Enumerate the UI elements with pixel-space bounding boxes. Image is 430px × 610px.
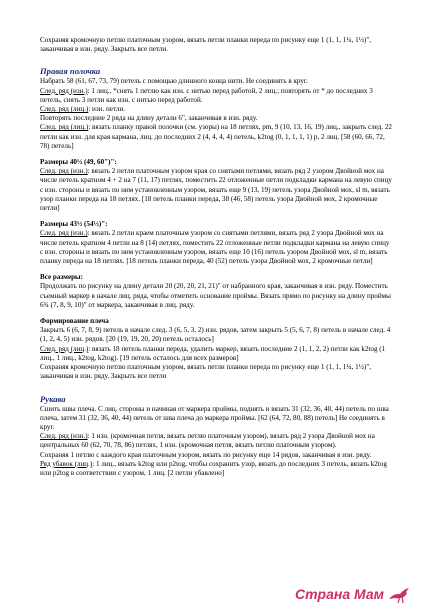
section-title-sleeve: Рукава	[40, 393, 66, 404]
row-text: : вязать 18 петель планки переда, удалить маркер, вязать последние 2 (1, 1, 2, 2) петли как k2tog (1 лиц., 1 лиц., k2tog, k2tog). [19 петель осталось для всех размеров]	[40, 344, 386, 362]
instruction-row	[40, 87, 392, 105]
paragraph: Закрыть 6 (6, 7, 8, 9) петель в начале след. 3 (6, 5, 3, 2) изн. рядов, затем закрыть 5 (5, 6, 7, 8) петель в начале след. 4 (1, 2, 4, 5) изн. рядов. [20 (19, 19, 20, 20) петель осталось]	[40, 326, 391, 344]
instruction-row	[40, 229, 392, 266]
row-lead: След. ряд (изн.)	[40, 229, 88, 238]
instruction-row	[40, 432, 392, 450]
row-text: : вязать 2 петли краем платочным узором со снятыми петлями, вязать ряд 2 узора Двойной мох на числе петель кратном 4 петли на 8 (14) петлях, поместить 22 отложенные петли подкладки кармана на левую спицу с изн. стороны и вязать по ним установленным узором, вязать еще 10 (16) петель узором Двойной мох, sl m, вязать планку переда на 18 петлях. [18 петель планки переда, 40 (52) петель узора Двойной мох, 2 кромочные петли]	[40, 229, 390, 266]
row-text: : вязать планку правой полочки (см. узоры) на 18 петлях, рm, 9 (10, 13, 16, 19) лиц., закрыть след. 22 петли как изн. для края кармана, лиц. до последних 2 (4, 4, 4, 4) петель, k2tog (0, 1, 1, 1, 1) р, 2 лиц. [58 (60, 66, 72, 78) петель]	[40, 123, 392, 150]
row-lead: След. ряд (изн.)	[40, 86, 88, 95]
instruction-row	[40, 345, 392, 363]
paragraph: Сохраняя 1 петлю с каждого края платочным узором, вязать по рисунку еще 14 рядов, заканчивая в изн. ряду.	[40, 450, 372, 459]
paragraph: Набрать 58 (61, 67, 73, 79) петель с помощью длинного конца нити. Не соединять в круг.	[40, 77, 308, 86]
size-heading-all: Все размеры:	[40, 273, 83, 282]
row-text: : изн. петли.	[88, 105, 125, 114]
section-title-right-front: Правая полочка	[40, 66, 101, 77]
row-lead: След. ряд (лиц.)	[40, 123, 89, 132]
row-lead: Ряд убавок (лиц.)	[40, 459, 93, 468]
row-text: : 1 изн. (кромочная петля, вязать петлю платочным узором), вязать ряд 2 узора Двойной мох на центральных 60 (62, 70, 78, 86) петлях, 1 изн. (кромочная петля, вязать петлю платочным узором).	[40, 432, 375, 450]
instruction-row	[40, 105, 392, 114]
paragraph: Сшить швы плеча. С лиц. стороны и начиная от маркера проймы, поднять и вязать 31 (32, 36, 40, 44) петель по шва плеча, затем 31 (32, 36, 40, 44) петель от шва плеча до маркера проймы. [62 (64, 72, 80, 88) петель] Не соединять в круг.	[40, 404, 389, 431]
row-lead: След. ряд (лиц.)	[40, 105, 89, 114]
watermark	[295, 584, 412, 604]
row-lead: След. ряд (лиц.)	[40, 344, 89, 353]
document-body	[40, 36, 392, 478]
row-text: : 1 лиц., *снять 1 петлю как изн. с нитью перед работой, 2 лиц.; повторять от * до последних 3 петель, снять 3 петли как изн. с нитью перед работой.	[40, 86, 373, 104]
row-text: : вязать 2 петли платочным узором края со снятыми петлями, вязать ряд 2 узором Двойной мох на числе петель кратном 4 + 2 на 7 (11, 17) петлях, поместить 22 отложенные петли подкладки кармана на левую спицу с изн. стороны и вязать по ним установленным узором, вязать еще 9 (13, 19) петель узора Двойной мох, sl m, вязать узор планки переда на 18 петлях. [18 петель планки переда, 38 (46, 58) петель узора Двойной мох, 2 кромочные петли]	[40, 167, 392, 213]
row-lead: След. ряд (изн.)	[40, 432, 88, 441]
paragraph: Повторять последние 2 ряда на длину детали 6", заканчивая в изн. ряду.	[40, 114, 258, 123]
instruction-row	[40, 460, 392, 478]
size-heading-a: Размеры 40½ (49, 60")":	[40, 158, 117, 167]
instruction-row	[40, 167, 392, 213]
intro-paragraph: Сохраняя кромочную петлю платочным узором, вязать петли планки переда по рисунку еще 1 (1, 1, 1¼, 1½)", заканчивая в изн. ряду. Закрыть все петли.	[40, 36, 372, 54]
paragraph: Продолжать по рисунку на длину детали 20 (20, 20, 21, 21)" от набранного края, заканчивая в изн. ряду. Поместить съемный маркер в начале лиц. ряда, чтобы отметить основание проймы. Вязать прямо по рисунку на длину проймы 6¾ (7, 8, 9, 10)" от маркера, заканчивая в лиц. ряду.	[40, 282, 391, 309]
watermark-text: Страна Мам	[294, 586, 384, 602]
row-text: : 1 лиц., вязать k2tog или p2tog, чтобы сохранить узор, вязать до последних 3 петель, вязать k2tog или p2tog в соответствии с узором, 1 лиц. [2 петли убавлено]	[40, 459, 387, 477]
shoulder-heading: Формирование плеча	[40, 317, 109, 326]
instruction-row	[40, 123, 392, 151]
stork-icon	[386, 584, 412, 604]
paragraph: Сохраняя кромочную петлю платочным узором, вязать петли планки переда по рисунку еще 1 (1, 1, 1¼, 1½)", заканчивая в изн. ряду. Закрыть все петли	[40, 363, 372, 381]
size-heading-b: Размеры 43½ (54½)":	[40, 220, 108, 229]
row-lead: След. ряд (изн.)	[40, 167, 88, 176]
